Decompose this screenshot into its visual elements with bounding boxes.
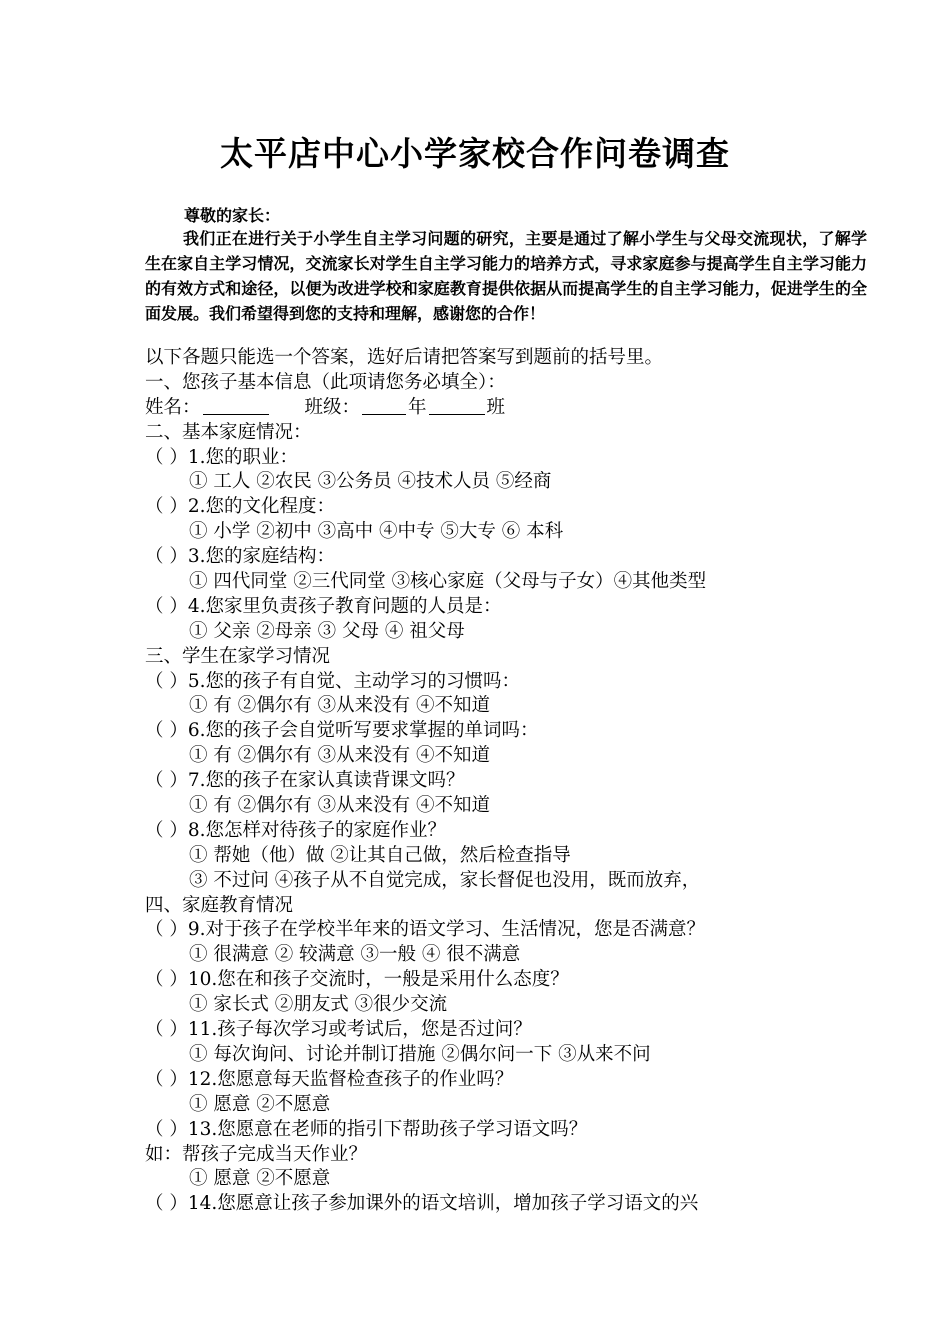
class-unit: 班	[486, 396, 506, 418]
question-1-options: ① 工人 ②农民 ③公务员 ④技术人员 ⑤经商	[189, 471, 552, 493]
question-11-options: ① 每次询问、讨论并制订措施 ②偶尔问一下 ③从来不问	[189, 1043, 651, 1065]
section-3-heading: 三、学生在家学习情况	[145, 645, 331, 667]
question-1: （ ）1.您的职业：	[145, 446, 299, 468]
question-3-options: ① 四代同堂 ②三代同堂 ③核心家庭（父母与子女）④其他类型	[189, 571, 707, 593]
question-13-example: 如：帮孩子完成当天作业？	[145, 1143, 368, 1165]
question-2-options: ① 小学 ②初中 ③高中 ④中专 ⑤大专 ⑥ 本科	[189, 521, 564, 543]
instruction: 以下各题只能选一个答案，选好后请把答案写到题前的括号里。	[145, 347, 664, 368]
question-7: （ ）7.您的孩子在家认真读背课文吗？	[145, 770, 465, 792]
question-2: （ ）2.您的文化程度：	[145, 496, 336, 518]
section-1-heading: 一、您孩子基本信息（此项请您务必填全）：	[145, 371, 506, 393]
question-9: （ ）9.对于孩子在学校半年来的语文学习、生活情况，您是否满意？	[145, 919, 706, 941]
question-3: （ ）3.您的家庭结构：	[145, 546, 336, 568]
question-10: （ ）10.您在和孩子交流时，一般是采用什么态度？	[145, 969, 569, 991]
question-12-options: ① 愿意 ②不愿意	[189, 1093, 331, 1115]
student-info-row	[145, 396, 935, 421]
question-8: （ ）8.您怎样对待孩子的家庭作业？	[145, 819, 447, 841]
question-14: （ ）14.您愿意让孩子参加课外的语文培训，增加孩子学习语文的兴	[145, 1193, 699, 1215]
class-label: 班级：	[304, 396, 361, 418]
name-blank[interactable]	[203, 396, 269, 415]
question-4-options: ① 父亲 ②母亲 ③ 父母 ④ 祖父母	[189, 620, 465, 642]
question-11: （ ）11.孩子每次学习或考试后，您是否过问？	[145, 1019, 532, 1041]
question-8-options-1: ① 帮她（他）做 ②让其自己做，然后检查指导	[189, 844, 571, 866]
class-blank[interactable]	[429, 396, 485, 415]
question-7-options: ① 有 ②偶尔有 ③从来没有 ④不知道	[189, 795, 491, 817]
question-13: （ ）13.您愿意在老师的指引下帮助孩子学习语文吗？	[145, 1118, 588, 1140]
document-title: 太平店中心小学家校合作问卷调查	[220, 134, 730, 173]
question-5-options: ① 有 ②偶尔有 ③从来没有 ④不知道	[189, 695, 491, 717]
question-10-options: ① 家长式 ②朋友式 ③很少交流	[189, 994, 448, 1016]
section-2-heading: 二、基本家庭情况：	[145, 421, 312, 443]
grade-blank[interactable]	[362, 396, 406, 415]
question-6-options: ① 有 ②偶尔有 ③从来没有 ④不知道	[189, 745, 491, 767]
question-13-options: ① 愿意 ②不愿意	[189, 1168, 331, 1190]
greeting: 尊敬的家长：	[184, 206, 281, 225]
grade-unit: 年	[408, 396, 427, 418]
question-5: （ ）5.您的孩子有自觉、主动学习的习惯吗：	[145, 670, 521, 692]
name-label: 姓名：	[145, 396, 201, 418]
question-8-options-2: ③ 不过问 ④孩子从不自觉完成，家长督促也没用，既而放弃，	[189, 869, 701, 891]
question-6: （ ）6.您的孩子会自觉听写要求掌握的单词吗：	[145, 720, 539, 742]
question-9-options: ① 很满意 ② 较满意 ③一般 ④ 很不满意	[189, 944, 521, 966]
question-12: （ ）12.您愿意每天监督检查孩子的作业吗？	[145, 1068, 514, 1090]
intro-paragraph: 我们正在进行关于小学生自主学习问题的研究，主要是通过了解小学生与父母交流现状，了解学生在家自主学习情况，交流家长对学生自主学习能力的培养方式，寻求家庭参与提高学生自主学习能力的有效方式和途径，以便为改进学校和家庭教育提供依据从而提高学生的自主学习能力，促进学生的全面发展。我们希望得到您的支持和理解，感谢您的合作！	[145, 229, 867, 323]
question-4: （ ）4.您家里负责孩子教育问题的人员是：	[145, 595, 502, 617]
questionnaire-body	[145, 346, 935, 1217]
section-4-heading: 四、家庭教育情况	[145, 894, 294, 916]
